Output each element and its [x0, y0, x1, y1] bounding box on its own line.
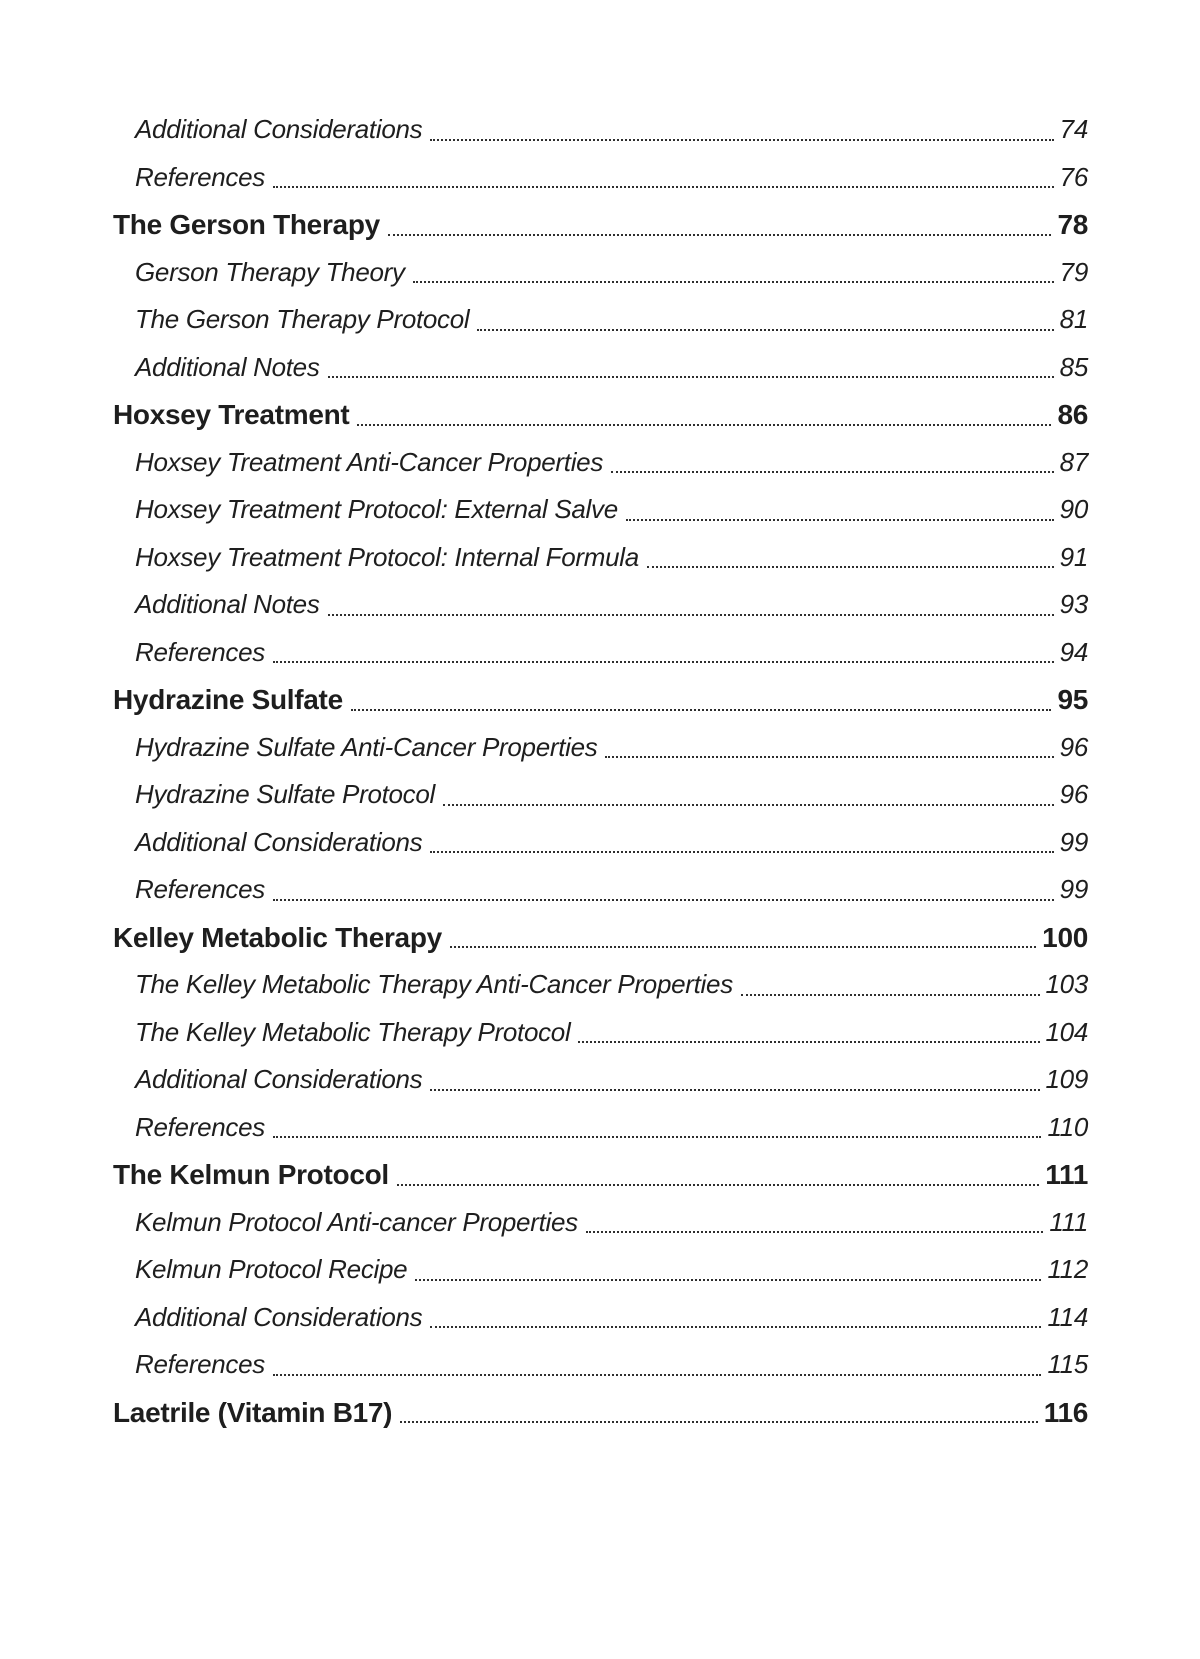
toc-entry-label: References	[135, 636, 265, 667]
toc-entry-section	[113, 534, 1088, 582]
dot-leader	[626, 519, 1054, 521]
toc-entry-page-number: 111	[1045, 1159, 1088, 1190]
toc-entry-section	[113, 581, 1088, 629]
toc-entry-section	[113, 1056, 1088, 1104]
dot-leader	[450, 946, 1036, 948]
dot-leader	[273, 186, 1054, 188]
toc-entry-chapter	[113, 676, 1088, 724]
toc-entry-label: Additional Considerations	[135, 114, 423, 144]
dot-leader	[273, 661, 1054, 663]
toc-entry-page-number: 94	[1059, 636, 1088, 667]
dot-leader	[273, 899, 1054, 901]
toc-entry-section	[113, 249, 1088, 297]
toc-entry-section	[113, 1104, 1088, 1152]
toc-entry-page-number: 110	[1047, 1111, 1088, 1142]
dot-leader	[430, 1089, 1039, 1091]
toc-entry-label: Gerson Therapy Theory	[135, 256, 405, 287]
toc-entry-section	[113, 1246, 1088, 1294]
dot-leader	[351, 709, 1052, 711]
toc-entry-label: Additional Notes	[135, 589, 320, 619]
dot-leader	[605, 756, 1053, 758]
toc-entry-label: The Gerson Therapy Protocol	[135, 304, 470, 334]
toc-entry-section	[113, 296, 1088, 344]
dot-leader	[578, 1041, 1039, 1043]
table-of-contents	[113, 106, 1088, 1436]
toc-entry-section	[113, 629, 1088, 677]
toc-entry-section	[113, 819, 1088, 867]
toc-entry-label: Kelley Metabolic Therapy	[113, 921, 442, 953]
toc-entry-label: The Kelmun Protocol	[113, 1159, 389, 1190]
document-page	[0, 106, 1200, 1659]
toc-entry-label: Additional Considerations	[135, 826, 423, 857]
toc-entry-page-number: 96	[1059, 731, 1088, 762]
dot-leader	[647, 566, 1054, 568]
toc-entry-label: References	[135, 161, 265, 192]
dot-leader	[413, 281, 1054, 283]
toc-entry-label: References	[135, 1349, 265, 1379]
toc-entry-page-number: 103	[1045, 969, 1088, 999]
toc-entry-label: Hydrazine Sulfate Protocol	[135, 779, 436, 809]
dot-leader	[741, 994, 1040, 996]
toc-entry-label: Additional Considerations	[135, 1064, 423, 1094]
dot-leader	[477, 329, 1053, 331]
toc-entry-page-number: 91	[1059, 541, 1088, 572]
dot-leader	[273, 1136, 1041, 1138]
toc-entry-page-number: 116	[1043, 1396, 1088, 1428]
toc-entry-page-number: 99	[1059, 826, 1088, 857]
toc-entry-page-number: 74	[1059, 114, 1088, 144]
toc-entry-label: Kelmun Protocol Anti-cancer Properties	[135, 1206, 578, 1237]
toc-entry-label: Hoxsey Treatment Protocol: External Salve	[135, 494, 618, 524]
dot-leader	[443, 804, 1054, 806]
toc-entry-page-number: 100	[1042, 921, 1088, 953]
toc-entry-page-number: 87	[1059, 446, 1088, 477]
toc-entry-section	[113, 961, 1088, 1009]
toc-entry-page-number: 96	[1059, 779, 1088, 809]
toc-entry-section	[113, 1009, 1088, 1057]
toc-entry-section	[113, 1199, 1088, 1247]
dot-leader	[328, 376, 1054, 378]
dot-leader	[388, 234, 1052, 236]
toc-entry-label: Hydrazine Sulfate	[113, 684, 343, 715]
toc-entry-label: The Gerson Therapy	[113, 209, 380, 240]
toc-entry-label: Additional Considerations	[135, 1301, 423, 1332]
dot-leader	[273, 1374, 1041, 1376]
toc-entry-label: The Kelley Metabolic Therapy Protocol	[135, 1016, 571, 1047]
toc-entry-page-number: 114	[1047, 1301, 1088, 1332]
toc-entry-page-number: 86	[1057, 399, 1088, 430]
toc-entry-page-number: 85	[1059, 351, 1088, 382]
dot-leader	[357, 424, 1051, 426]
toc-entry-label: Additional Notes	[135, 351, 320, 382]
toc-entry-chapter	[113, 1389, 1088, 1437]
dot-leader	[400, 1421, 1038, 1423]
dot-leader	[430, 1326, 1041, 1328]
toc-entry-page-number: 111	[1049, 1206, 1088, 1237]
toc-entry-page-number: 95	[1057, 684, 1088, 715]
toc-entry-label: References	[135, 874, 265, 904]
toc-entry-label: Laetrile (Vitamin B17)	[113, 1396, 393, 1428]
toc-entry-label: Hoxsey Treatment Protocol: Internal Formula	[135, 541, 639, 572]
toc-entry-label: Kelmun Protocol Recipe	[135, 1254, 408, 1284]
toc-entry-section	[113, 1294, 1088, 1342]
toc-entry-label: Hydrazine Sulfate Anti-Cancer Properties	[135, 731, 598, 762]
toc-entry-page-number: 78	[1057, 209, 1088, 240]
toc-entry-chapter	[113, 914, 1088, 962]
dot-leader	[397, 1184, 1039, 1186]
toc-entry-label: References	[135, 1111, 265, 1142]
toc-entry-section	[113, 486, 1088, 534]
toc-entry-page-number: 112	[1047, 1254, 1088, 1284]
toc-entry-chapter	[113, 391, 1088, 439]
toc-entry-label: The Kelley Metabolic Therapy Anti-Cancer Properties	[135, 969, 733, 999]
toc-entry-page-number: 99	[1059, 874, 1088, 904]
toc-entry-page-number: 109	[1045, 1064, 1088, 1094]
toc-entry-page-number: 115	[1047, 1349, 1088, 1379]
toc-entry-section	[113, 106, 1088, 154]
toc-entry-label: Hoxsey Treatment	[113, 399, 350, 430]
toc-entry-chapter	[113, 201, 1088, 249]
toc-entry-section	[113, 866, 1088, 914]
toc-entry-section	[113, 724, 1088, 772]
toc-entry-page-number: 76	[1059, 161, 1088, 192]
toc-entry-page-number: 81	[1059, 304, 1088, 334]
dot-leader	[415, 1279, 1041, 1281]
toc-entry-section	[113, 154, 1088, 202]
toc-entry-chapter	[113, 1151, 1088, 1199]
dot-leader	[328, 614, 1054, 616]
toc-entry-section	[113, 439, 1088, 487]
toc-entry-page-number: 104	[1045, 1016, 1088, 1047]
toc-entry-section	[113, 1341, 1088, 1389]
dot-leader	[586, 1231, 1044, 1233]
dot-leader	[430, 139, 1053, 141]
toc-entry-section	[113, 771, 1088, 819]
toc-entry-section	[113, 344, 1088, 392]
toc-entry-page-number: 90	[1059, 494, 1088, 524]
toc-entry-page-number: 93	[1059, 589, 1088, 619]
toc-entry-label: Hoxsey Treatment Anti-Cancer Properties	[135, 446, 604, 477]
dot-leader	[430, 851, 1053, 853]
toc-entry-page-number: 79	[1059, 256, 1088, 287]
dot-leader	[611, 471, 1054, 473]
